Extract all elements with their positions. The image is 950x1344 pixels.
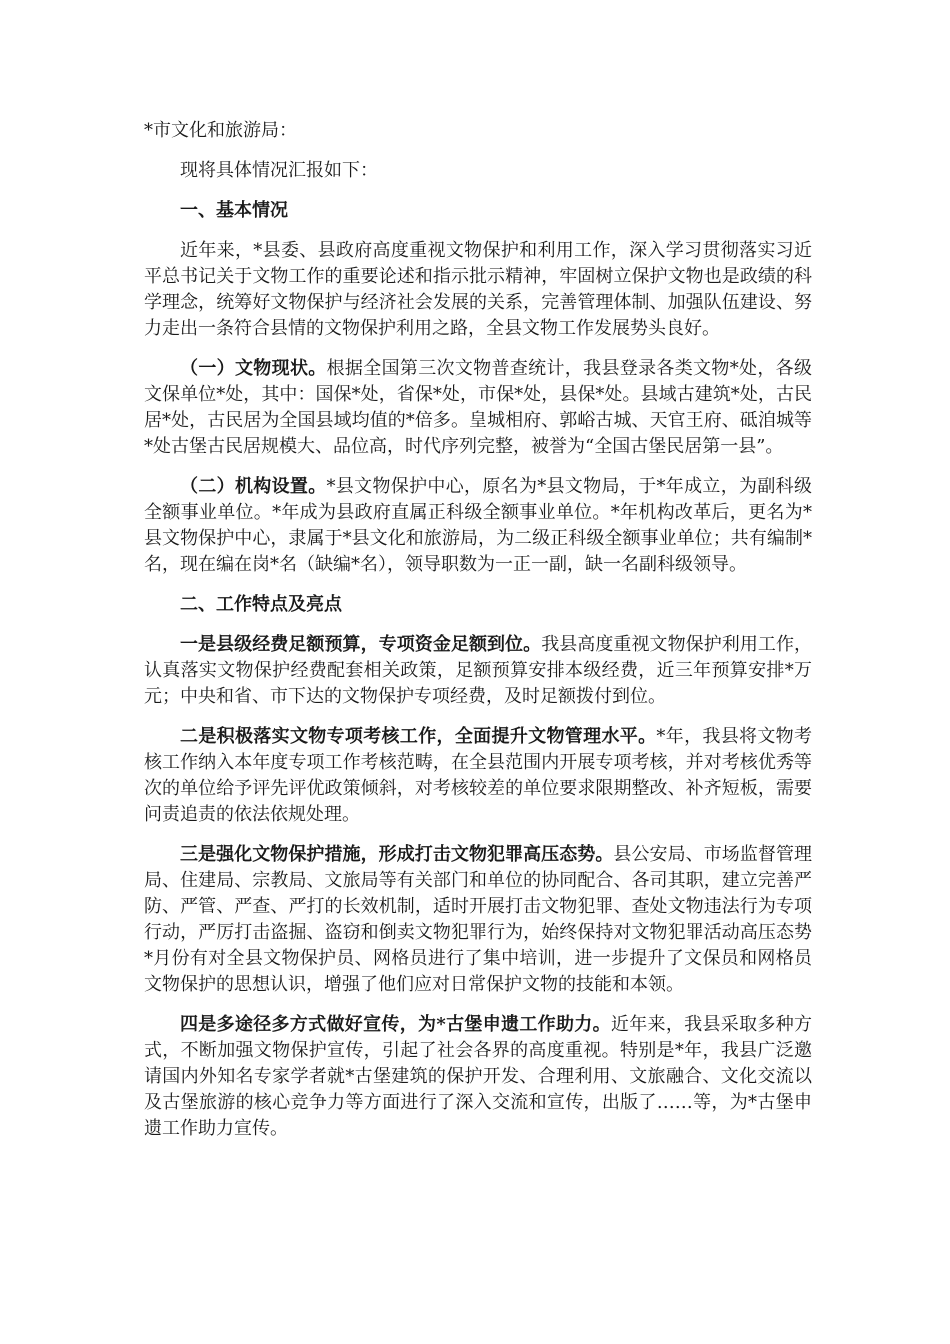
basic-paragraph: 近年来，*县委、县政府高度重视文物保护和利用工作，深入学习贯彻落实习近平总书记关于文物工作的重要论述和指示批示精神，牢固树立保护文物也是政绩的科学理念，统筹好文物保护与经济社会发展的关系，完善管理体制、加强队伍建设、努力走出一条符合县情的文物保护利用之路，全县文物工作发展势头良好。 xyxy=(144,240,812,339)
highlight-text: *年，我县将文物考核工作纳入本年度专项工作考核范畴，在全县范围内开展专项考核，并对考核优秀等次的单位给予评先评优政策倾斜，对考核较差的单位要求限期整改、补齐短板，需要问责追责的依法依规处理。 xyxy=(144,726,813,825)
highlight-label: 四是多途径多方式做好宣传，为*古堡申遗工作助力。 xyxy=(180,1014,611,1035)
section-heading-basic: 一、基本情况 xyxy=(180,200,288,221)
highlight-text: 我县高度重视文物保护利用工作，认真落实文物保护经费配套相关政策，足额预算安排本级经费，近三年预算安排*万元；中央和省、市下达的文物保护专项经费，及时足额拨付到位。 xyxy=(144,634,813,707)
subsection-text: *县文物保护中心，原名为*县文物局，于*年成立，为副科级全额事业单位。*年成为县政府直属正科级全额事业单位。*年机构改革后，更名为*县文物保护中心，隶属于*县文化和旅游局，为二级正科级全额事业单位；共有编制*名，现在编在岗*名（缺编*名），领导职数为一正一副，缺一名副科级领导。 xyxy=(144,476,812,575)
subsection-label: （一）文物现状。 xyxy=(180,358,327,379)
highlight-label: 一是县级经费足额预算，专项资金足额到位。 xyxy=(180,634,542,655)
highlight-text: 县公安局、市场监督管理局、住建局、宗教局、文旅局等有关部门和单位的协同配合、各司其职，建立完善严防、严管、严查、严打的长效机制，适时开展打击文物犯罪、查处文物违法行为专项行动，严厉打击盗掘、盗窃和倒卖文物犯罪行为，始终保持对文物犯罪活动高压态势*月份有对全县文物保护员、网格员进行了集中培训，进一步提升了文保员和网格员文物保护的思想认识，增强了他们应对日常保护文物的技能和本领。 xyxy=(144,844,813,995)
highlight-item xyxy=(144,724,812,828)
subsection-relic-status xyxy=(144,356,812,460)
salutation: *市文化和旅游局： xyxy=(144,120,297,141)
intro-paragraph: 现将具体情况汇报如下： xyxy=(180,160,378,181)
subsection-organization xyxy=(144,474,812,578)
subsection-text: 根据全国第三次文物普查统计，我县登录各类文物*处，各级文保单位*处，其中：国保*处，省保*处，市保*处，县保*处。县域古建筑*处，古民居*处，古民居为全国县域均值的*倍多。皇城相府、郭峪古城、天官王府、砥洎城等*处古堡古民居规模大、品位高，时代序列完整，被誉为“全国古堡民居第一县”。 xyxy=(144,358,813,457)
highlight-item xyxy=(144,1012,812,1142)
highlight-item xyxy=(144,842,812,998)
highlight-text: 近年来，我县采取多种方式，不断加强文物保护宣传，引起了社会各界的高度重视。特别是*年，我县广泛邀请国内外知名专家学者就*古堡建筑的保护开发、合理利用、文旅融合、文化交流以及古堡旅游的核心竞争力等方面进行了深入交流和宣传，出版了……等，为*古堡申遗工作助力宣传。 xyxy=(144,1014,813,1139)
section-heading-highlights: 二、工作特点及亮点 xyxy=(180,594,342,615)
highlight-label: 二是积极落实文物专项考核工作，全面提升文物管理水平。 xyxy=(180,726,657,747)
highlight-item xyxy=(144,632,812,710)
subsection-label: （二）机构设置。 xyxy=(180,476,327,497)
highlight-label: 三是强化文物保护措施，形成打击文物犯罪高压态势。 xyxy=(180,844,614,865)
